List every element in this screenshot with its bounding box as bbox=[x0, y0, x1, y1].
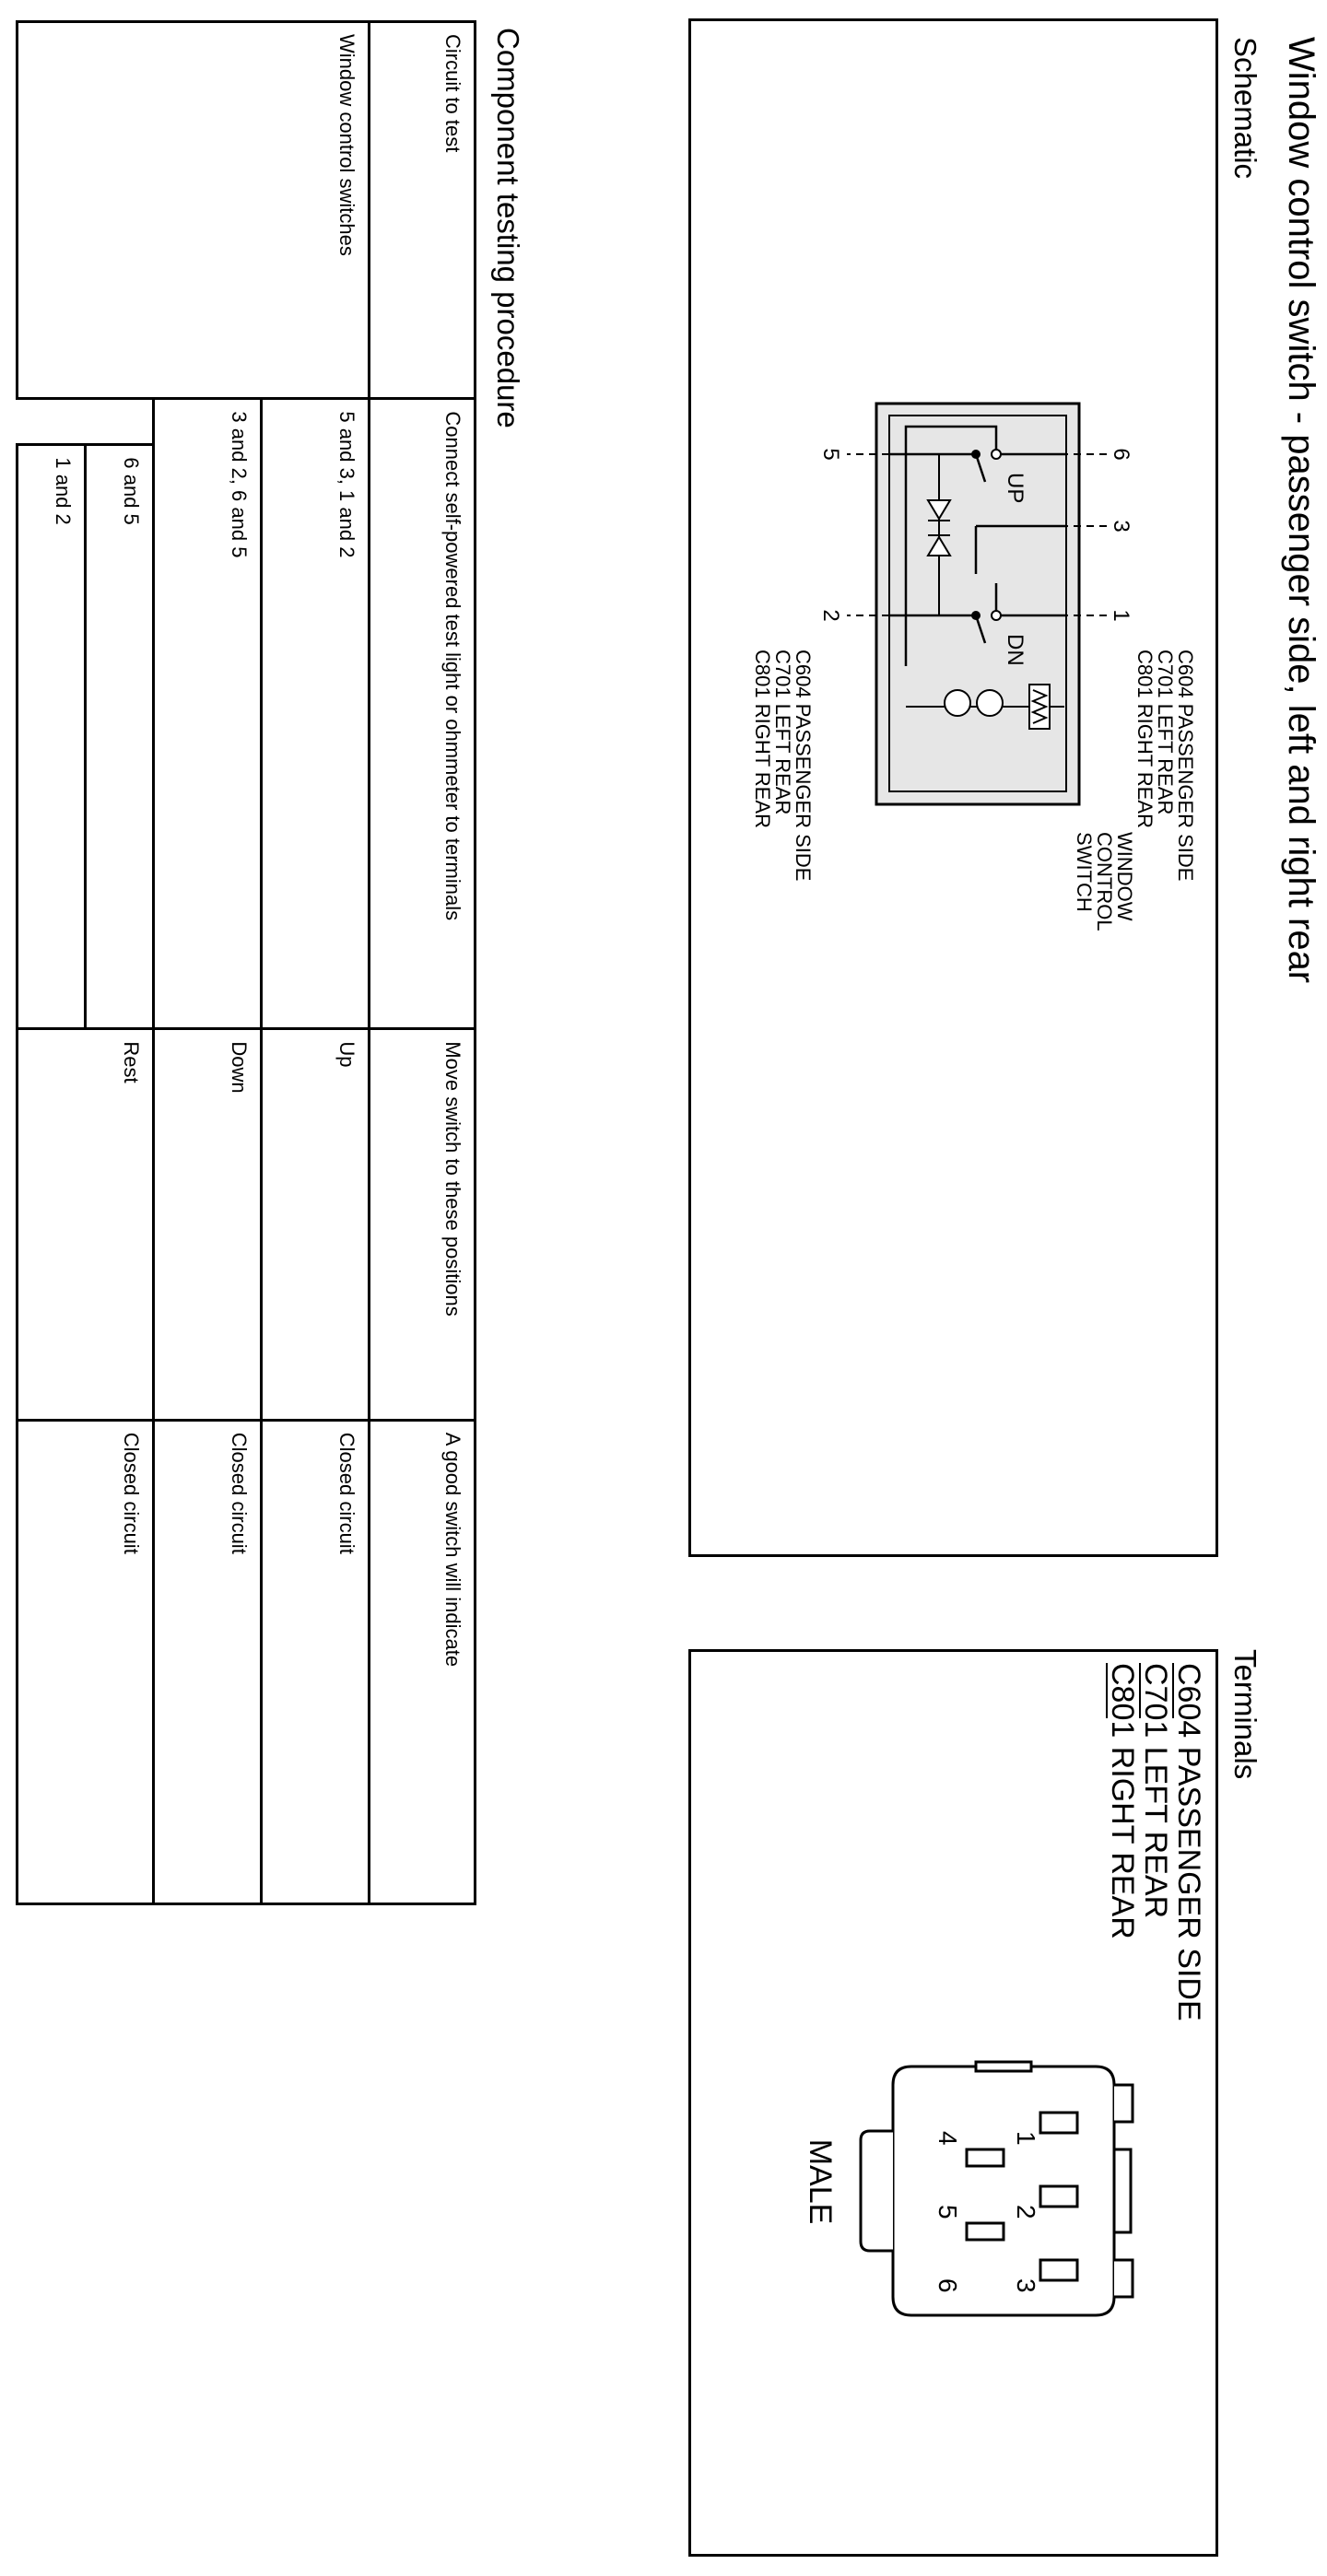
pin-5-label: 5 bbox=[818, 448, 843, 461]
row-2-terminals: 3 and 2, 6 and 5 bbox=[154, 399, 262, 1029]
terminal-pin-4: 4 bbox=[934, 2131, 962, 2146]
connector-top-2: C701 LEFT REAR bbox=[1154, 650, 1177, 815]
header-good: A good switch will indicate bbox=[370, 1420, 476, 1903]
page-title: Window control switch - passenger side, left and right rear bbox=[1281, 37, 1321, 984]
terminals-heading: Terminals bbox=[1228, 1649, 1262, 1780]
pin-2-label: 2 bbox=[818, 609, 843, 622]
schematic-heading: Schematic bbox=[1228, 37, 1262, 180]
terminal-pin-2: 2 bbox=[1012, 2205, 1040, 2219]
row-3-result: Closed circuit bbox=[18, 1420, 154, 1903]
row-3-terminals: 6 and 5 bbox=[86, 445, 154, 1029]
terminals-line-1: C604 PASSENGER SIDE bbox=[1171, 1663, 1206, 2021]
component-name-1: WINDOW bbox=[1113, 832, 1136, 921]
pin-6-label: 6 bbox=[1109, 448, 1133, 461]
header-move: Move switch to these positions bbox=[370, 1029, 476, 1420]
terminals-line-2: C701 LEFT REAR bbox=[1138, 1663, 1173, 1919]
connector-face bbox=[861, 2062, 1133, 2315]
row-1-result: Closed circuit bbox=[262, 1420, 370, 1903]
row-3-spacer bbox=[18, 399, 154, 445]
terminal-pin-1: 1 bbox=[1012, 2131, 1040, 2146]
component-name-2: CONTROL bbox=[1093, 832, 1116, 931]
terminal-pin-3: 3 bbox=[1012, 2278, 1040, 2293]
row-2-result: Closed circuit bbox=[154, 1420, 262, 1903]
row-1-terminals: 5 and 3, 1 and 2 bbox=[262, 399, 370, 1029]
schematic-box bbox=[688, 18, 1218, 1557]
connector-bottom-1: C604 PASSENGER SIDE bbox=[792, 650, 815, 882]
terminals-box bbox=[688, 1649, 1218, 2557]
procedure-header-row bbox=[370, 22, 476, 1904]
up-label: UP bbox=[1003, 473, 1028, 504]
header-connect: Connect self-powered test light or ohmmeter to terminals bbox=[370, 399, 476, 1029]
circuit-name: Window control switches bbox=[18, 22, 370, 399]
pin-3-label: 3 bbox=[1109, 520, 1133, 533]
terminal-pin-5: 5 bbox=[934, 2205, 962, 2219]
row-3-position: Rest bbox=[18, 1029, 154, 1420]
dn-label: DN bbox=[1003, 634, 1028, 666]
terminal-pin-6: 6 bbox=[934, 2278, 962, 2293]
connector-top-1: C604 PASSENGER SIDE bbox=[1174, 650, 1197, 882]
row-2-position: Down bbox=[154, 1029, 262, 1420]
connector-bottom-3: C801 RIGHT REAR bbox=[751, 650, 774, 828]
connector-bottom-2: C701 LEFT REAR bbox=[771, 650, 794, 815]
component-name-3: SWITCH bbox=[1073, 832, 1096, 912]
connector-top-3: C801 RIGHT REAR bbox=[1133, 650, 1157, 828]
table-row bbox=[262, 22, 370, 1904]
pin-1-label: 1 bbox=[1109, 609, 1133, 622]
row-4-terminals: 1 and 2 bbox=[18, 445, 86, 1029]
terminals-diagram bbox=[691, 1652, 1215, 2554]
procedure-table bbox=[16, 20, 476, 1905]
gender-label: MALE bbox=[803, 2138, 838, 2225]
row-1-position: Up bbox=[262, 1029, 370, 1420]
schematic-diagram bbox=[691, 21, 1215, 1554]
procedure-heading: Component testing procedure bbox=[491, 28, 525, 428]
terminals-line-3: C801 RIGHT REAR bbox=[1105, 1663, 1140, 1939]
header-circuit: Circuit to test bbox=[370, 22, 476, 399]
